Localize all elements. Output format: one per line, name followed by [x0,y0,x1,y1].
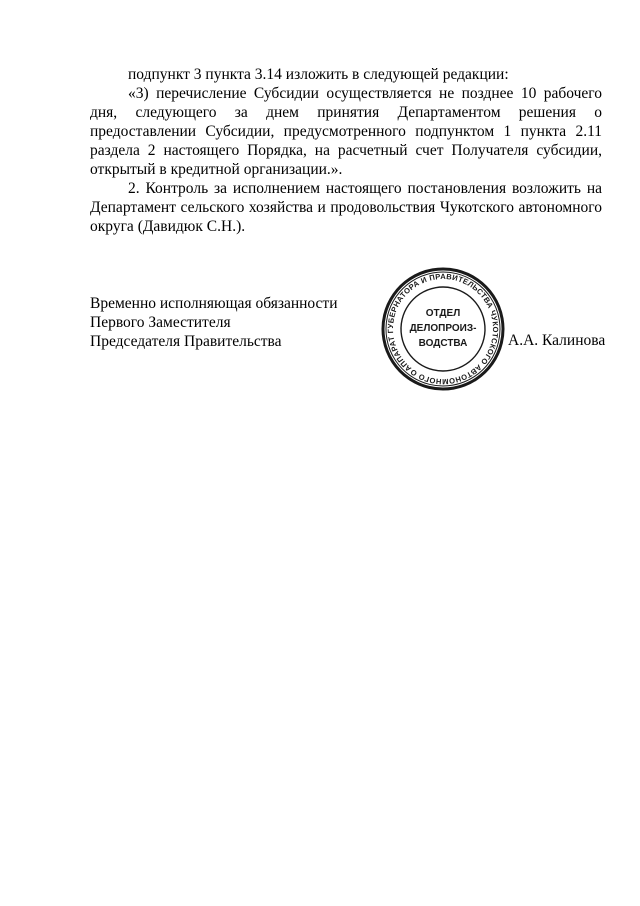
stamp-center-line-1: ОТДЕЛ [425,308,461,319]
signer-title-line-2: Первого Заместителя [90,314,231,331]
paragraph-quoted-clause: «3) перечисление Субсидии осуществляется не позднее 10 рабочего дня, следующего за днем принятия Департаментом решения о предоставлении Субсидии, предусмотренного подпунктом 1 пункта 2.11 раздела 2 настоящего Порядка, на расчетный счет Получателя субсидии, открытый в кредитной организации.». [90,85,602,178]
stamp-ring-text: АППАРАТ ГУБЕРНАТОРА И ПРАВИТЕЛЬСТВА ЧУКОТСКОГО АВТОНОМНОГО ОКРУГА [385,271,501,387]
paragraph-control: 2. Контроль за исполнением настоящего постановления возложить на Департамент сельского хозяйства и продовольствия Чукотского автономного округа (Давидюк С.Н.). [90,180,602,235]
signature-block [90,294,338,351]
signer-name: А.А. Калинова [508,332,606,349]
paragraph-intro: подпункт 3 пункта 3.14 изложить в следующей редакции: [128,66,509,83]
stamp-center-line-3: ВОДСТВА [418,338,468,349]
stamp-center-line-2: ДЕЛОПРОИЗ- [409,323,477,334]
signer-title-line-1: Временно исполняющая обязанности [90,295,338,312]
document-body [90,65,602,236]
signer-title-line-3: Председателя Правительства [90,333,282,350]
official-stamp [380,266,506,392]
